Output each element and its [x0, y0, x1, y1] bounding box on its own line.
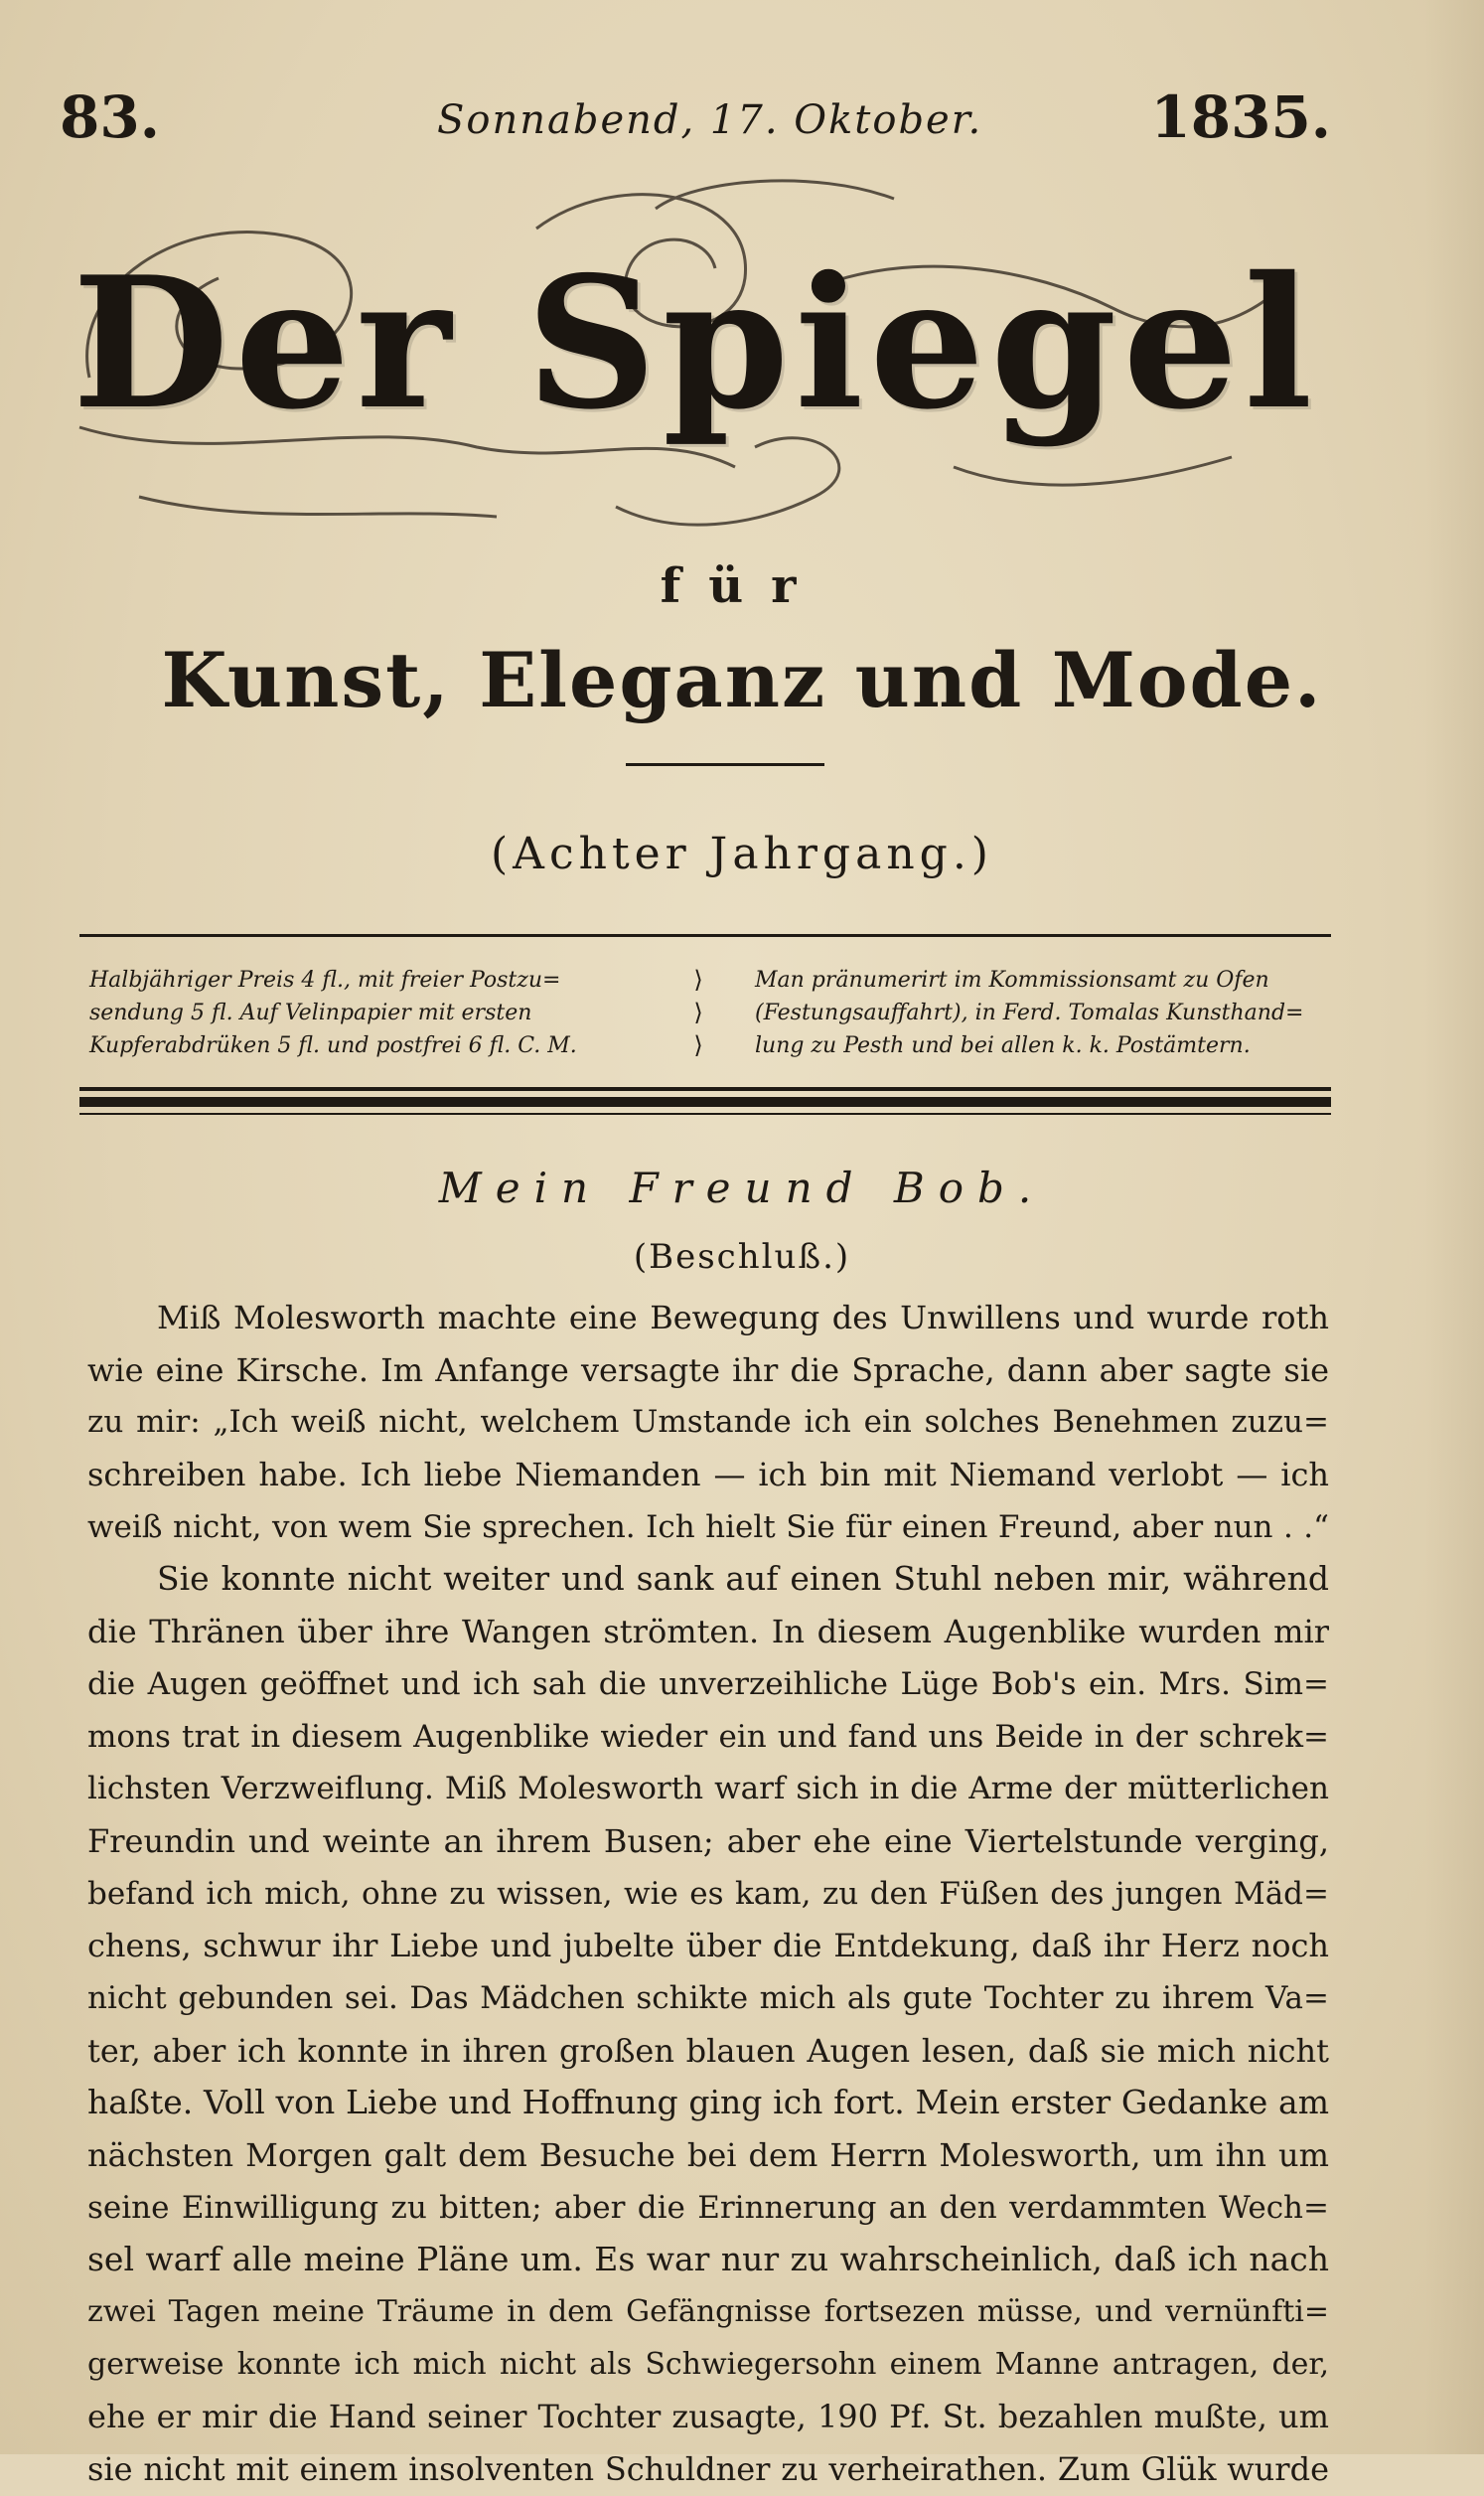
divider-heavy	[79, 1097, 1331, 1107]
subscription-line: (Festungsauffahrt), in Ferd. Tomalas Kunsthand=	[755, 1001, 1304, 1025]
article-title: Mein Freund Bob.	[438, 1164, 1046, 1212]
newspaper-subtitle: Kunst, Eleganz und Mode.	[161, 636, 1323, 724]
text-line: Miß Molesworth machte eine Bewegung des Unwillens und wurde roth	[157, 1299, 1329, 1336]
page-edge-shadow	[1424, 0, 1484, 2454]
text-line: wie eine Kirsche. Im Anfange versagte ihr die Sprache, dann aber sagte sie	[87, 1350, 1329, 1389]
text-line: nächsten Morgen galt dem Besuche bei dem Herrn Molesworth, um ihn um	[87, 2136, 1329, 2174]
divider-short	[626, 763, 824, 766]
price-line: Halbjähriger Preis 4 fl., mit freier Postzu=	[89, 968, 561, 993]
volume-label: (Achter Jahrgang.)	[491, 829, 993, 879]
text-line: nicht gebunden sei. Das Mädchen schikte mich als gute Tochter zu ihrem Va=	[87, 1979, 1329, 2016]
text-line: weiß nicht, von wem Sie sprechen. Ich hielt Sie für einen Freund, aber nun . .“	[87, 1508, 1329, 1545]
text-line: Sie konnte nicht weiter und sank auf einen Stuhl neben mir, während	[157, 1559, 1329, 1599]
text-line: die Augen geöffnet und ich sah die unverzeihliche Lüge Bob's ein. Mrs. Sim=	[87, 1665, 1329, 1702]
text-line: sel warf alle meine Pläne um. Es war nur zu wahrscheinlich, daß ich nach	[87, 2240, 1329, 2279]
text-line: mons trat in diesem Augenblike wieder ein und fand uns Beide in der schrek=	[87, 1718, 1329, 1755]
subscription-info	[755, 964, 1321, 1062]
subscription-line: Man pränumerirt im Kommissionsamt zu Ofen	[755, 968, 1269, 993]
issue-year: 1835.	[1150, 83, 1331, 151]
price-info	[89, 964, 666, 1062]
text-line: chens, schwur ihr Liebe und jubelte über die Entdekung, daß ihr Herz noch	[87, 1927, 1329, 1965]
title-block	[60, 169, 1331, 546]
text-line: ter, aber ich konnte in ihren großen blauen Augen lesen, daß sie mich nicht	[87, 2031, 1329, 2070]
text-line: Freundin und weinte an ihrem Busen; aber ehe eine Viertelstunde verging,	[87, 1821, 1329, 1860]
text-line: zwei Tagen meine Träume in dem Gefängnisse fortsezen müsse, und vernünfti=	[87, 2294, 1329, 2330]
issue-date: Sonnabend, 17. Oktober.	[437, 97, 983, 143]
issue-number: 83.	[60, 83, 160, 151]
text-line: haßte. Voll von Liebe und Hoffnung ging ich fort. Mein erster Gedanke am	[87, 2083, 1329, 2122]
newspaper-title: Der Spiegel	[72, 236, 1319, 449]
text-line: sie nicht mit einem insolventen Schuldner zu verheirathen. Zum Glük wurde	[87, 2450, 1329, 2489]
text-line: befand ich mich, ohne zu wissen, wie es kam, zu den Füßen des jungen Mäd=	[87, 1875, 1329, 1912]
text-line: lichsten Verzweiflung. Miß Molesworth warf sich in die Arme der mütterlichen	[87, 1771, 1329, 1807]
text-line: seine Einwilligung zu bitten; aber die Erinnerung an den verdammten Wech=	[87, 2189, 1329, 2226]
divider-heavy-top	[79, 1087, 1331, 1091]
article-subtitle: (Beschluß.)	[633, 1237, 851, 1277]
text-line: gerweise konnte ich mich nicht als Schwiegersohn einem Manne antragen, der,	[87, 2346, 1329, 2382]
article-body	[87, 1292, 1329, 2496]
price-line: Kupferabdrüken 5 fl. und postfrei 6 fl. C. M.	[89, 1033, 577, 1058]
price-line: sendung 5 fl. Auf Velinpapier mit ersten	[89, 1001, 532, 1025]
divider-heavy-bottom	[79, 1113, 1331, 1115]
subscription-line: lung zu Pesth und bei allen k. k. Postämtern.	[755, 1033, 1251, 1058]
text-line: schreiben habe. Ich liebe Niemanden — ich bin mit Niemand verlobt — ich	[87, 1456, 1329, 1494]
text-line: die Thränen über ihre Wangen strömten. In diesem Augenblike wurden mir	[87, 1613, 1329, 1651]
divider-thin	[79, 934, 1331, 937]
brace-separator: ⟩ ⟩ ⟩	[693, 966, 703, 1059]
text-line: zu mir: „Ich weiß nicht, welchem Umstande ich ein solches Benehmen zuzu=	[87, 1404, 1329, 1441]
title-fur: für	[660, 558, 824, 614]
masthead-line	[60, 83, 1331, 151]
text-line: ehe er mir die Hand seiner Tochter zusagte, 190 Pf. St. bezahlen mußte, um	[87, 2398, 1329, 2436]
